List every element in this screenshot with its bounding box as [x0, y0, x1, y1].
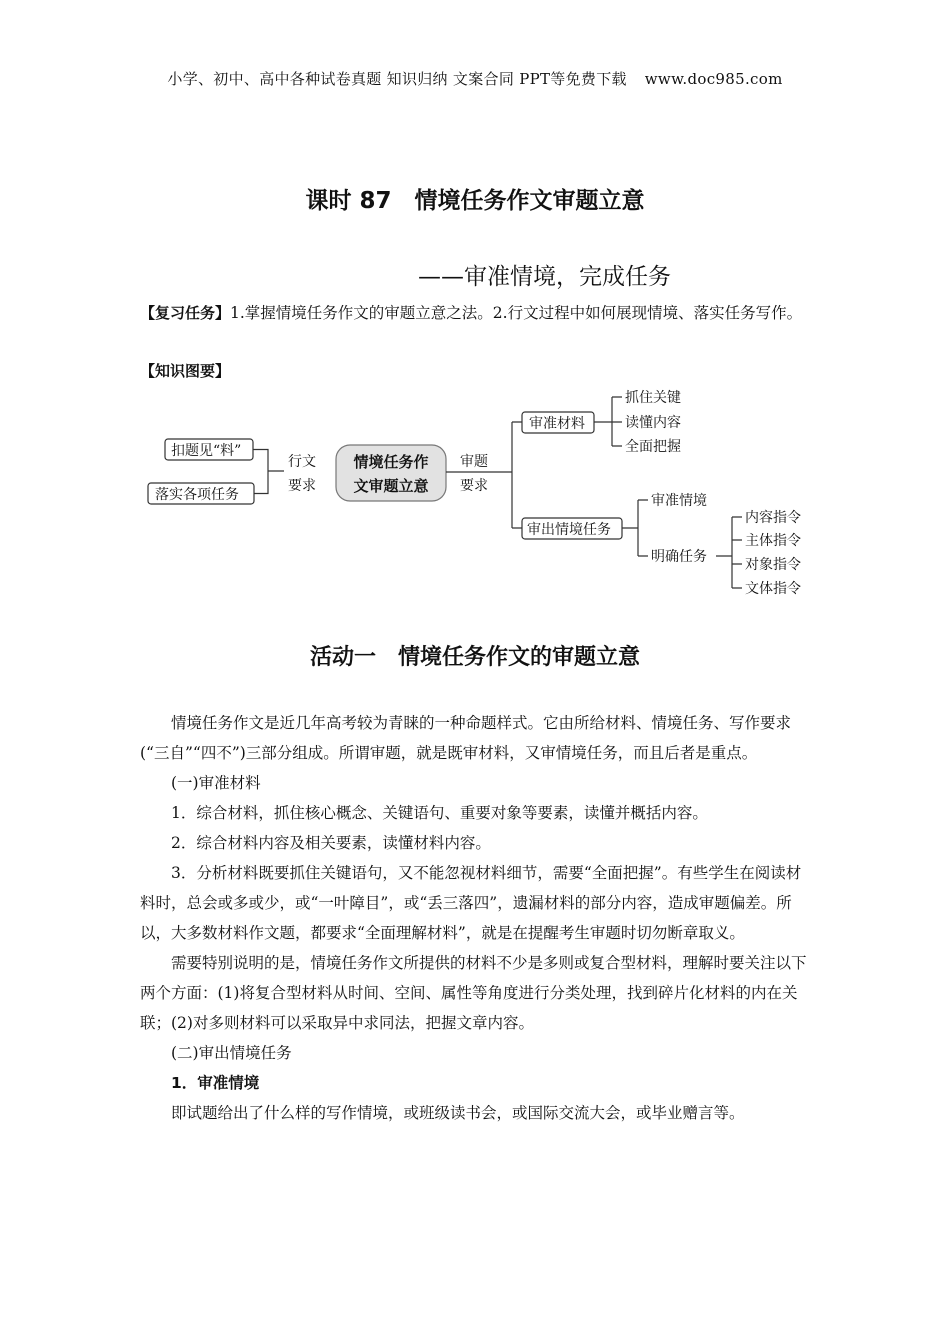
body-heading-2-1: 1．审准情境	[171, 1074, 260, 1092]
map-label: 【知识图要】	[140, 362, 231, 380]
center-line-2: 文审题立意	[353, 477, 429, 495]
body-item-3: 3．分析材料既要抓住关键语句，又不能忽视材料细节，需要“全面把握”。有些学生在阅读材料时，总会或多或少，或“一叶障目”，或“丢三落四”，遗漏材料的部分内容，造成审题偏差。所以，大多数材料作文题，都要求“全面理解材料”，就是在提醒考生审题时切勿断章取义。	[140, 864, 802, 942]
left-connector-2: 要求	[288, 478, 316, 494]
center-line-1: 情境任务作	[353, 453, 429, 471]
branch-2-item-2: 明确任务	[651, 549, 707, 565]
header-url[interactable]: www.doc985.com	[644, 70, 783, 88]
body-heading-2: (二)审出情境任务	[171, 1044, 292, 1062]
body-paragraph-2: 需要特别说明的是，情境任务作文所提供的材料不少是多则或复合型材料，理解时要关注以下两个方面：(1)将复合型材料从时间、空间、属性等角度进行分类处理，找到碎片化材料的内在关联；(2)对多则材料可以采取异中求同法，把握文章内容。	[140, 954, 807, 1032]
review-text: 1.掌握情境任务作文的审题立意之法。2.行文过程中如何展现情境、落实任务写作。	[230, 304, 803, 322]
review-label: 【复习任务】	[140, 304, 231, 322]
branch-1-item-1: 抓住关键	[625, 390, 681, 406]
task-item-2: 主体指令	[745, 533, 801, 549]
task-item-4: 文体指令	[745, 581, 801, 597]
mind-map	[0, 380, 950, 605]
task-item-1: 内容指令	[745, 510, 801, 526]
body-paragraph-1: 情境任务作文是近几年高考较为青睐的一种命题样式。它由所给材料、情境任务、写作要求(“三自”“四不”)三部分组成。所谓审题，就是既审材料，又审情境任务，而且后者是重点。	[140, 714, 792, 762]
branch-2-item-1: 审准情境	[651, 493, 707, 509]
left-item-1: 扣题见“料”	[171, 443, 242, 459]
branch-1-item-3: 全面把握	[625, 439, 681, 455]
branch-2-label: 审出情境任务	[527, 522, 611, 538]
right-connector-1: 审题	[460, 454, 488, 470]
branch-1-label: 审准材料	[529, 416, 585, 432]
body-text	[140, 708, 810, 1128]
page-header	[0, 68, 950, 89]
task-item-3: 对象指令	[745, 557, 801, 573]
right-connector-2: 要求	[460, 478, 488, 494]
body-heading-1: (一)审准材料	[171, 774, 261, 792]
header-text: 小学、初中、高中各种试卷真题 知识归纳 文案合同 PPT等免费下载	[167, 70, 627, 88]
section-title: 活动一 情境任务作文的审题立意	[309, 645, 640, 670]
page-title: 课时 87 情境任务作文审题立意	[305, 188, 645, 214]
review-task	[140, 299, 810, 328]
left-item-2: 落实各项任务	[155, 487, 239, 503]
left-connector-1: 行文	[288, 454, 316, 470]
body-item-2: 2．综合材料内容及相关要素，读懂材料内容。	[171, 834, 491, 852]
branch-1-item-2: 读懂内容	[625, 415, 681, 431]
page-subtitle: ——审准情境，完成任务	[418, 264, 671, 290]
body-item-1: 1．综合材料，抓住核心概念、关键语句、重要对象等要素，读懂并概括内容。	[171, 804, 708, 822]
body-paragraph-3: 即试题给出了什么样的写作情境，或班级读书会，或国际交流大会，或毕业赠言等。	[171, 1104, 745, 1122]
